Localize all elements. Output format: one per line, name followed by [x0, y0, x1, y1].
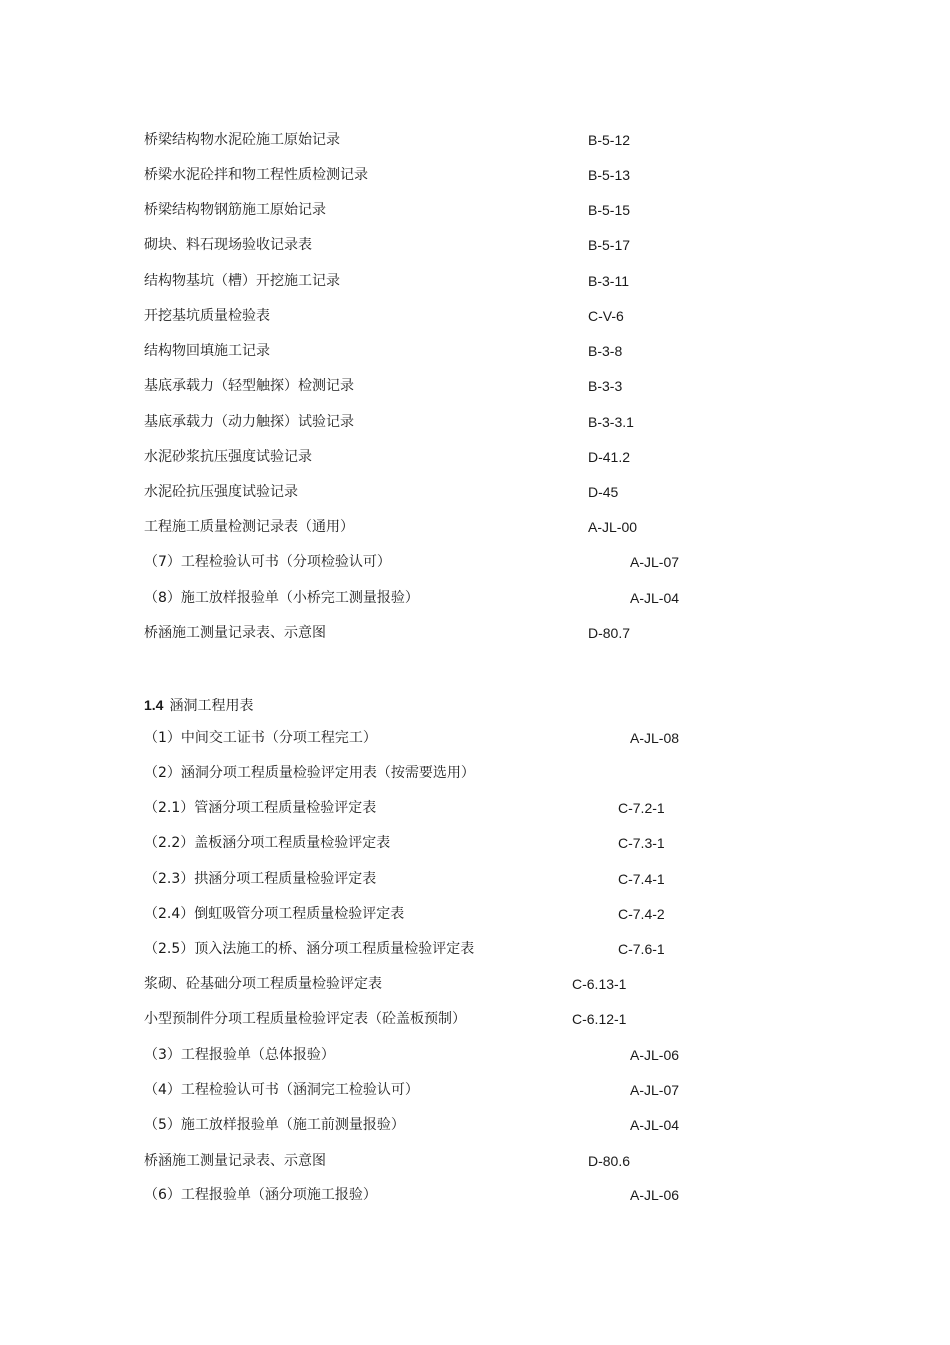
list-item	[0, 164, 950, 186]
list-item	[0, 1079, 950, 1101]
form-title: （2.4）倒虹吸管分项工程质量检验评定表	[144, 906, 405, 922]
list-item	[0, 1008, 950, 1030]
form-title: （6）工程报验单（涵分项施工报验）	[144, 1187, 377, 1203]
form-title: 结构物回填施工记录	[144, 343, 270, 359]
form-title: （1）中间交工证书（分项工程完工）	[144, 730, 377, 746]
form-title: 开挖基坑质量检验表	[144, 308, 270, 324]
list-item	[0, 129, 950, 151]
form-code: A-JL-08	[630, 730, 680, 746]
list-item	[0, 375, 950, 397]
form-title: 桥涵施工测量记录表、示意图	[144, 625, 326, 641]
form-code: A-JL-04	[630, 1117, 680, 1133]
list-item	[0, 832, 950, 854]
list-item	[0, 622, 950, 644]
list-item	[0, 938, 950, 960]
form-title: 桥涵施工测量记录表、示意图	[144, 1153, 326, 1169]
list-item	[0, 481, 950, 503]
form-code: B-5-17	[588, 237, 631, 253]
form-code: C-6.13-1	[572, 976, 627, 992]
form-code: B-3-3	[588, 378, 623, 394]
form-title: 桥梁结构物水泥砼施工原始记录	[144, 132, 340, 148]
list-item	[0, 340, 950, 362]
list-item	[0, 1150, 950, 1172]
form-title: 基底承载力（轻型触探）检测记录	[144, 378, 354, 394]
list-item	[0, 727, 950, 749]
form-title: （8）施工放样报验单（小桥完工测量报验）	[144, 590, 419, 606]
form-code: B-5-12	[588, 132, 631, 148]
form-code: A-JL-06	[630, 1047, 680, 1063]
list-item	[0, 868, 950, 890]
form-code: A-JL-07	[630, 1082, 680, 1098]
list-item	[0, 234, 950, 256]
list-item	[0, 270, 950, 292]
form-title: （4）工程检验认可书（涵洞完工检验认可）	[144, 1082, 419, 1098]
section-heading	[0, 694, 950, 716]
list-item	[0, 587, 950, 609]
list-item	[0, 762, 950, 784]
form-title: 桥梁水泥砼拌和物工程性质检测记录	[144, 167, 368, 183]
list-item	[0, 973, 950, 995]
form-title: 工程施工质量检测记录表（通用）	[144, 519, 354, 535]
form-title: 水泥砼抗压强度试验记录	[144, 484, 298, 500]
form-code: B-5-15	[588, 202, 631, 218]
list-item	[0, 1114, 950, 1136]
form-title: 桥梁结构物钢筋施工原始记录	[144, 202, 326, 218]
form-title: （2.1）管涵分项工程质量检验评定表	[144, 800, 377, 816]
form-code: C-6.12-1	[572, 1011, 627, 1027]
form-title: 小型预制件分项工程质量检验评定表（砼盖板预制）	[144, 1011, 466, 1027]
form-code: B-3-8	[588, 343, 623, 359]
form-title: （2.2）盖板涵分项工程质量检验评定表	[144, 835, 391, 851]
list-item	[0, 199, 950, 221]
form-title: 水泥砂浆抗压强度试验记录	[144, 449, 312, 465]
list-item	[0, 305, 950, 327]
form-title: （2）涵洞分项工程质量检验评定用表（按需要选用）	[144, 765, 475, 781]
form-code: D-41.2	[588, 449, 631, 465]
form-code: B-3-11	[588, 273, 629, 289]
form-title: 结构物基坑（槽）开挖施工记录	[144, 273, 340, 289]
list-item	[0, 446, 950, 468]
list-item	[0, 1184, 950, 1206]
form-code: C-7.4-1	[618, 871, 665, 887]
list-item	[0, 1044, 950, 1066]
form-code: C-7.6-1	[618, 941, 665, 957]
form-code: D-80.6	[588, 1153, 631, 1169]
form-code: B-5-13	[588, 167, 631, 183]
form-title: （7）工程检验认可书（分项检验认可）	[144, 554, 391, 570]
form-code: C-V-6	[588, 308, 624, 324]
form-code: A-JL-04	[630, 590, 680, 606]
form-title: 浆砌、砼基础分项工程质量检验评定表	[144, 976, 382, 992]
form-title: 基底承载力（动力触探）试验记录	[144, 414, 354, 430]
form-title: 砌块、料石现场验收记录表	[144, 237, 312, 253]
list-item	[0, 797, 950, 819]
form-code: C-7.2-1	[618, 800, 665, 816]
form-title: （2.5）顶入法施工的桥、涵分项工程质量检验评定表	[144, 941, 475, 957]
form-code: A-JL-06	[630, 1187, 680, 1203]
form-code: D-80.7	[588, 625, 631, 641]
form-code: C-7.4-2	[618, 906, 665, 922]
form-title: （3）工程报验单（总体报验）	[144, 1047, 335, 1063]
list-item	[0, 516, 950, 538]
form-title: （5）施工放样报验单（施工前测量报验）	[144, 1117, 405, 1133]
form-title: （2.3）拱涵分项工程质量检验评定表	[144, 871, 377, 887]
section-heading-text	[144, 694, 253, 717]
list-item	[0, 903, 950, 925]
list-item	[0, 551, 950, 573]
section-title: 涵洞工程用表	[169, 698, 254, 714]
form-code: D-45	[588, 484, 619, 500]
list-item	[0, 411, 950, 433]
form-code: B-3-3.1	[588, 414, 634, 430]
form-code: C-7.3-1	[618, 835, 665, 851]
form-code: A-JL-00	[588, 519, 638, 535]
form-code: A-JL-07	[630, 554, 680, 570]
section-number: 1.4	[144, 697, 164, 713]
